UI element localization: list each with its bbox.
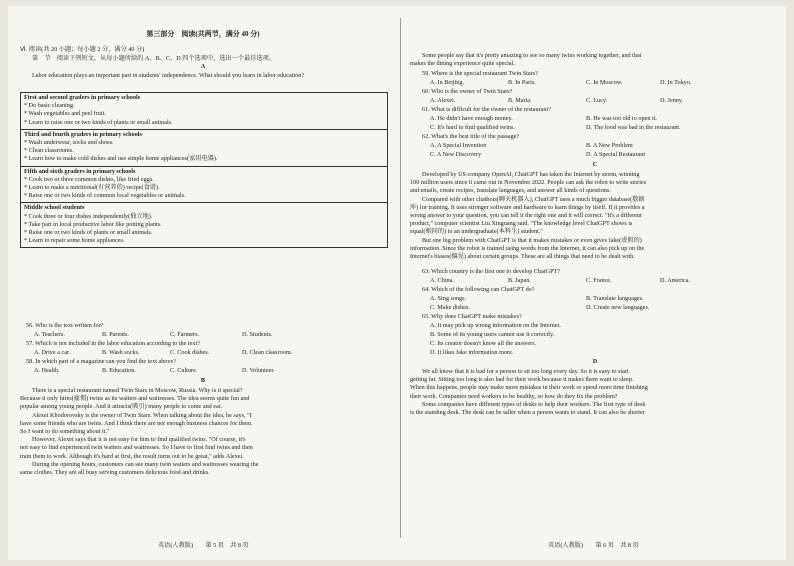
option: A. Alexei. xyxy=(430,97,456,104)
passage-line: But one big problem with ChatGPT is that it makes mistakes or even gives fake(虚假的) xyxy=(422,236,642,244)
option: B. Parents. xyxy=(102,331,129,338)
column-divider xyxy=(400,18,401,538)
table-section-head: First and second graders in primary schools xyxy=(24,94,141,101)
passage-line: wrong answer to your question, you can tell it the right one and it will correct. "It's a different xyxy=(410,212,642,220)
question-58: 58. In which part of a magazine can you find the text above? xyxy=(26,358,176,365)
option: C. It's hard to find qualified twins. xyxy=(430,124,515,131)
question-63: 63. Which country is the first one to develop ChatGPT? xyxy=(422,268,561,275)
passage-a-letter: A xyxy=(200,63,206,70)
table-section xyxy=(21,203,387,247)
passage-line: information. Since the robot is trained using words from the Internet, it can also pick up on the xyxy=(410,244,645,252)
table-item: * Wash underwear, socks and shoes. xyxy=(24,139,114,147)
option: A. Teachers. xyxy=(34,331,65,338)
table-item: * Clean classrooms. xyxy=(24,147,74,155)
passage-line: popular among young people. And it attracts(吸引) many people to come and eat. xyxy=(20,403,223,411)
option: D. America. xyxy=(660,277,691,284)
table-item: * Learn to repair some home appliances. xyxy=(24,237,125,245)
option: A. A Special Invention xyxy=(430,142,487,149)
passage-line: Developed by US company OpenAI, ChatGPT has taken the Internet by storm, winning xyxy=(422,171,640,178)
passage-line: product," computer scientist Liu Xinguang said. "The knowledge level ChatGPT shows is xyxy=(410,220,633,228)
passage-line: Alexei Khodorovsky is the owner of Twin Stars. When talking about the idea, he says, "I xyxy=(32,411,252,419)
passage-line: makes the dining experience quite special. xyxy=(410,60,515,67)
option: C. Farmers. xyxy=(170,331,200,338)
passage-line: During the opening hours, customers can see many twin waiters and waitresses wearing the xyxy=(32,460,259,468)
option: B. Education. xyxy=(102,367,136,374)
question-62: 62. What's the best title of the passage? xyxy=(422,133,520,140)
passage-line: 库) for training. It uses stronger software and hardware to learn things by itself. If it provides a xyxy=(410,203,645,211)
table-section xyxy=(21,93,387,130)
option: C. Make dishes. xyxy=(430,304,470,311)
table-item: * Do basic cleaning. xyxy=(24,102,75,110)
table-item: * Cook three or four dishes independently(独立地). xyxy=(24,212,153,220)
table-item: * Wash vegetables and peel fruit. xyxy=(24,110,106,118)
page-footer-left: 英语(人教版) 第 5 页 共 8 页 xyxy=(158,542,249,549)
passage-line: Compared with other chatbots(聊天机器人), ChatGPT uses a much bigger database(数据 xyxy=(422,195,645,203)
table-item: * Learn how to make cold dishes and use simple home appliances(家用电器). xyxy=(24,155,218,163)
table-section-head: Fifth and sixth graders in primary schools xyxy=(24,167,136,175)
option: C. Lucy. xyxy=(586,97,608,104)
option: D. Jenny. xyxy=(660,97,684,104)
option: D. Volunteer. xyxy=(242,367,275,374)
option: C. Culture. xyxy=(170,367,198,374)
option: A. Drive a car. xyxy=(34,349,71,356)
option: C. France. xyxy=(586,277,612,284)
table-section-head: Third and fourth graders in primary schools xyxy=(24,130,142,138)
passage-line: same clothes. They are all busy serving customers delicious food and drinks. xyxy=(20,469,210,477)
option: B. Wash socks. xyxy=(102,349,140,356)
option: C. A New Discovery xyxy=(430,151,482,158)
option: B. In Paris. xyxy=(508,79,536,86)
option: B. Maria. xyxy=(508,97,532,104)
passage-line: equal(相同的) to an undergraduate(本科生) student." xyxy=(410,228,543,236)
page-footer-right: 英语(人教版) 第 6 页 共 8 页 xyxy=(548,542,639,549)
passage-c xyxy=(410,171,780,261)
option: B. A New Problem xyxy=(586,142,633,149)
passage-line: There is a special restaurant named Twin Stars in Moscow, Russia. Why is it special? xyxy=(32,387,243,394)
passage-line: is the standing desk. The desk can be taller when a person wants to stand. It can also be shorter xyxy=(410,409,645,417)
option: B. Some of its young users cannot use it correctly. xyxy=(430,331,555,338)
question-64: 64. Which of the following can ChatGPT do? xyxy=(422,286,535,293)
option: D. Clean classroom. xyxy=(242,349,293,356)
labor-education-table xyxy=(20,92,388,248)
question-65: 65. Why does ChatGPT make mistakes? xyxy=(422,313,522,320)
table-item: * Learn to make a nutritional(有营养的) recipe(食谱). xyxy=(24,184,160,192)
instruction: 第 节 阅读下列短文，从每小题所给的 A、B、C、D 四个选项中，选出一个最佳选项。 xyxy=(32,54,276,62)
passage-line: So I want to do something about it." xyxy=(20,428,110,436)
passage-line: not easy to find experienced twin waiters and waitresses. So I have to first find twins and then xyxy=(20,444,253,452)
table-item: * Take part in local productive labor like potting plants. xyxy=(24,220,162,228)
passage-line: their work. Companies need workers to be healthy, so how do they fix the problem? xyxy=(410,392,618,400)
passage-line: 100 million users since it came out in November 2022. People can ask the robot to write stories xyxy=(410,179,647,187)
option: D. The food was bad in the restaurant. xyxy=(586,124,681,131)
passage-line: getting fat. Sitting too long is also bad for their work because it makes them want to sleep. xyxy=(410,376,634,384)
passage-line: However, Alexei says that it is not easy for him to find qualified twins. "Of course, it's xyxy=(32,436,246,444)
option: A. Health. xyxy=(34,367,60,374)
table-section xyxy=(21,167,387,204)
passage-b xyxy=(20,387,390,477)
option: D. Students. xyxy=(242,331,273,338)
passage-d-letter: D xyxy=(592,358,598,365)
passage-line: When this happens, people may make more mistakes in their work or spend more time finishing xyxy=(410,384,648,392)
option: A. Sing songs. xyxy=(430,295,467,302)
table-item: * Raise one or two kinds of plants or small animals. xyxy=(24,229,153,237)
passage-line: We all know that it is bad for a person to sit too long every day. So it is easy to start xyxy=(422,368,629,375)
exam-page xyxy=(8,6,786,560)
question-57: 57. Which is not included in the labor education according to the text? xyxy=(26,340,200,347)
passage-line: Because it only hires(雇佣) twins as its waiters and waitresses. The idea seems quite fun and xyxy=(20,395,250,403)
option: C. Cook dishes. xyxy=(170,349,210,356)
passage-b-letter: B xyxy=(200,377,206,384)
option: A. He didn't have enough money. xyxy=(430,115,513,122)
option: D. In Tokyo. xyxy=(660,79,692,86)
table-item: * Cook two or three common dishes, like fried eggs. xyxy=(24,175,154,183)
question-56: 56. Who is the text written for? xyxy=(26,322,104,329)
passage-a-intro: Labor education plays an important part in students' independence. What should you learn in labor education? xyxy=(32,72,305,79)
option: A. It may pick up wrong information on the Internet. xyxy=(430,322,561,329)
question-61: 61. What is difficult for the owner of the restaurant? xyxy=(422,106,551,113)
option: A. In Beijing. xyxy=(430,79,465,86)
passage-line: train them to work. Although it's hard at first, the result turns out to be great," adds Alexei. xyxy=(20,452,244,460)
option: D. Create new languages. xyxy=(586,304,650,311)
option: D. A Special Restaurant xyxy=(586,151,646,158)
question-59: 59. Where is the special restaurant Twin Stars? xyxy=(422,70,538,77)
passage-line: and emails, create recipes, translate languages, and answer all kinds of questions. xyxy=(410,187,611,195)
option: C. In Moscow. xyxy=(586,79,623,86)
table-section xyxy=(21,130,387,167)
question-60: 60. Who is the owner of Twin Stars? xyxy=(422,88,513,95)
table-section-head: Middle school students xyxy=(24,204,85,212)
option: A. China. xyxy=(430,277,454,284)
option: D. It likes fake information more. xyxy=(430,349,514,356)
passage-line: Internet's biases(偏见) about certain groups. These are all things that need to be dealt with. xyxy=(410,253,635,261)
section-title: Ⅵ. 阅读(共 20 小题；每小题 2 分，满分 40 分) xyxy=(20,46,145,53)
table-item: * Learn to raise one or two kinds of plants or small animals. xyxy=(24,118,173,126)
part-title: 第三部分 阅读(共两节，满分 40 分) xyxy=(146,30,260,38)
option: B. Translate languages. xyxy=(586,295,644,302)
option: B. He was too old to open it. xyxy=(586,115,657,122)
option: C. Its creator doesn't know all the answers. xyxy=(430,340,537,347)
passage-line: Some people say that it's pretty amazing to see so many twins working together, and that xyxy=(422,52,642,59)
passage-c-letter: C xyxy=(592,161,598,168)
passage-line: have some friends who are twins. And I think there are not enough business chances for them. xyxy=(20,419,253,427)
option: B. Japan. xyxy=(508,277,531,284)
table-item: * Raise one or two kinds of common local vegetables or animals. xyxy=(24,192,186,200)
passage-line: Some companies have different types of desks to help their workers. The first type of desk xyxy=(422,400,646,408)
passage-d xyxy=(410,368,780,417)
